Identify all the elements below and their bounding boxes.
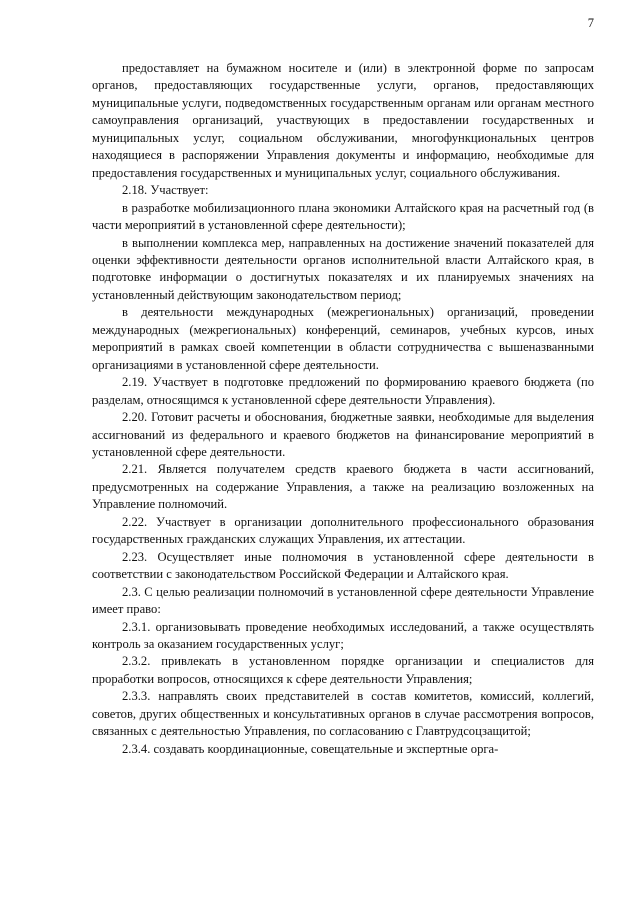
paragraph: 2.21. Является получателем средств краевого бюджета в части ассигнований, предусмотренных на содержание Управления, а также на реализацию возложенных на Управление полномочий. bbox=[92, 462, 594, 512]
page-number: 7 bbox=[587, 16, 594, 30]
paragraph: 2.3.4. создавать координационные, совещательные и экспертные орга- bbox=[122, 741, 499, 756]
paragraph: 2.3.1. организовывать проведение необходимых исследований, а также осуществлять контроль за оказанием государственных услуг; bbox=[92, 619, 594, 651]
paragraph: 2.18. Участвует: bbox=[122, 183, 209, 198]
paragraph: в деятельности международных (межрегиональных) организаций, проведении международных (межрегиональных) конференций, семинаров, учебных курсов, иных мероприятий в рамках своей компетенции в области сотрудничества с вышеназванными организациями в установленной сфере деятельности. bbox=[92, 305, 594, 372]
document-body bbox=[92, 60, 594, 758]
paragraph: 2.3.3. направлять своих представителей в состав комитетов, комиссий, коллегий, советов, других общественных и консультативных органов в случае рассмотрения вопросов, связанных с деятельностью Управления, по согласованию с Главтрудсоцзащитой; bbox=[92, 689, 594, 739]
paragraph: 2.3.2. привлекать в установленном порядке организации и специалистов для проработки вопросов, относящихся к сфере деятельности Управления; bbox=[92, 654, 594, 686]
paragraph: предоставляет на бумажном носителе и (или) в электронной форме по запросам органов, предоставляющих государственные услуги, органов, предоставляющих муниципальные услуги, подведомственных государственным органам или органам местного самоуправления организаций, участвующих в предоставлении государственных и муниципальных услуг, социальном обслуживании, многофункциональных центров находящиеся в распоряжении Управления документы и информацию, необходимые для предоставления государственных и муниципальных услуг, социального обслуживания. bbox=[92, 61, 594, 180]
paragraph: 2.19. Участвует в подготовке предложений по формированию краевого бюджета (по разделам, относящимся к установленной сфере деятельности Управления). bbox=[92, 375, 594, 407]
paragraph: в выполнении комплекса мер, направленных на достижение значений показателей для оценки эффективности деятельности органов исполнительной власти Алтайского края, в подготовке информации о достигнутых показателях и их планируемых значениях на установленный действующим законодательством период; bbox=[92, 235, 594, 302]
paragraph: 2.3. С целью реализации полномочий в установленной сфере деятельности Управление имеет право: bbox=[92, 584, 594, 617]
paragraph: 2.20. Готовит расчеты и обоснования, бюджетные заявки, необходимые для выделения ассигнований из федерального и краевого бюджетов на финансирование мероприятий в установленной сфере деятельности. bbox=[92, 410, 594, 459]
paragraph: 2.22. Участвует в организации дополнительного профессионального образования государственных гражданских служащих Управления, их аттестации. bbox=[92, 514, 594, 547]
paragraph: в разработке мобилизационного плана экономики Алтайского края на расчетный год (в части мероприятий в установленной сфере деятельности); bbox=[92, 200, 594, 233]
paragraph: 2.23. Осуществляет иные полномочия в установленной сфере деятельности в соответствии с законодательством Российской Федерации и Алтайского края. bbox=[92, 549, 594, 582]
